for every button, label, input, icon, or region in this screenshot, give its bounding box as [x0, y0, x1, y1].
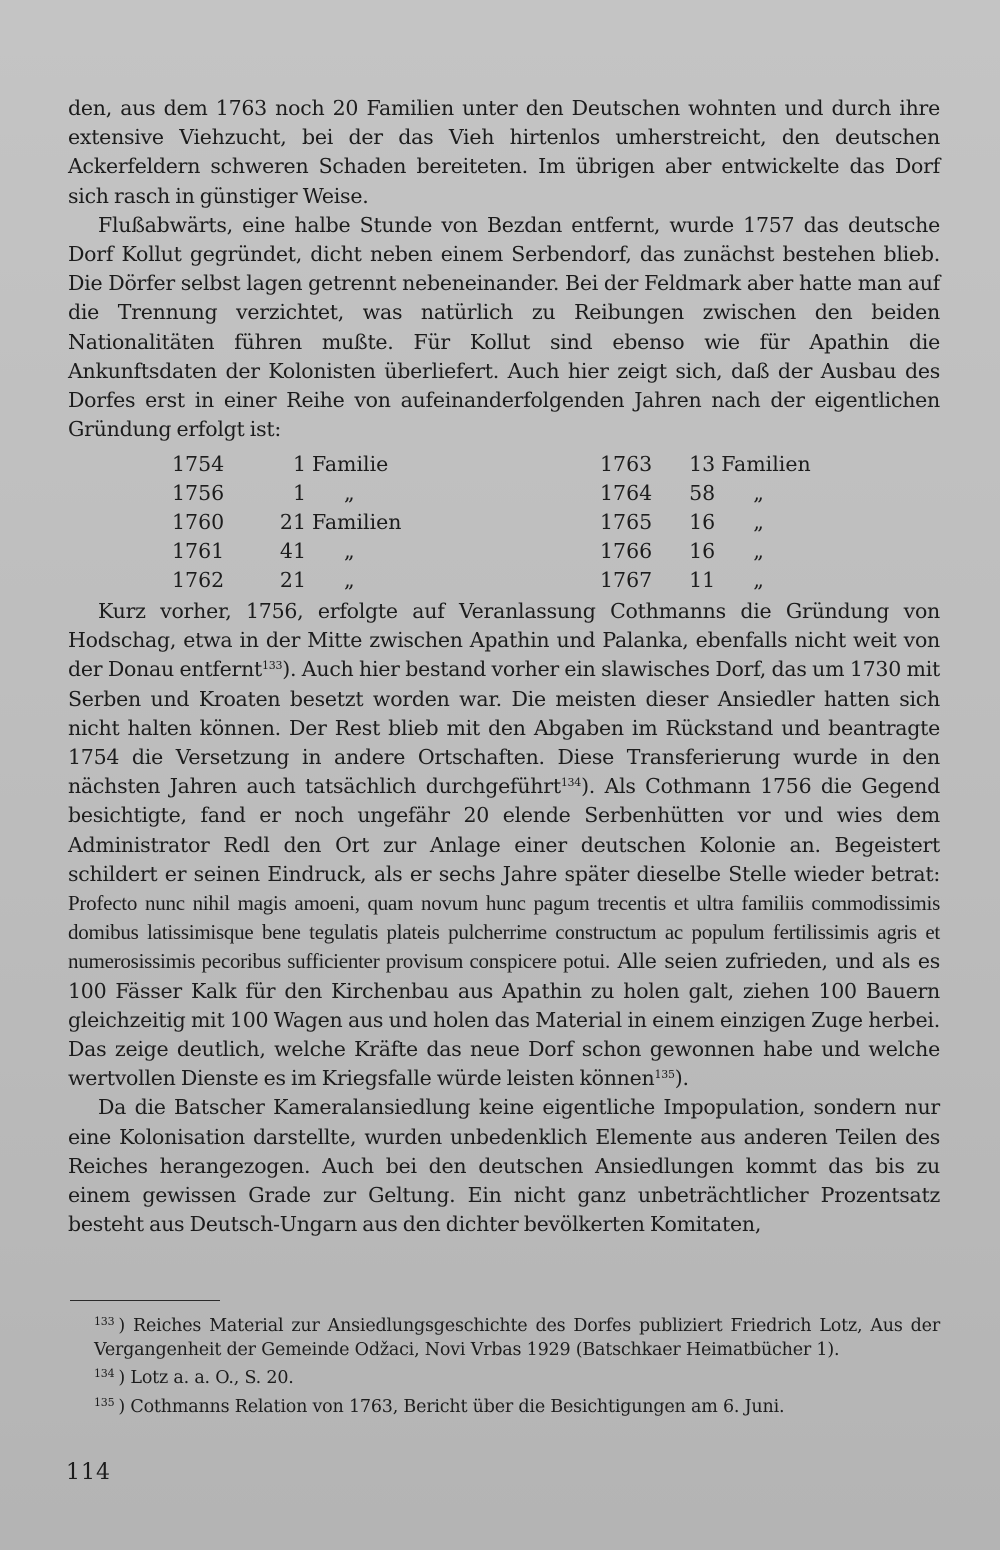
- footnote-ref-133: 133: [262, 659, 283, 673]
- arrival-row: [172, 537, 494, 566]
- arrival-year: 1762: [172, 568, 225, 592]
- footnote-133: [68, 1310, 940, 1362]
- arrival-unit: „: [344, 568, 355, 592]
- arrival-year: 1754: [172, 452, 225, 476]
- arrival-year: 1761: [172, 539, 225, 563]
- arrival-year: 1763: [600, 452, 653, 476]
- arrival-table-left: [172, 450, 494, 595]
- arrival-count: 1: [292, 452, 306, 476]
- arrival-row: [600, 450, 872, 479]
- hodschag-text-1: Kurz vorher, 1756, erfolgte auf Veranlassung Cothmanns die Gründung von Hodschag, etwa in der Mitte zwischen Apathin und Palanka, ebenfalls nicht weit von der Donau entfernt: [68, 599, 940, 682]
- arrival-row: [172, 479, 494, 508]
- footnote-text: ) Cothmanns Relation von 1763, Bericht über die Besichtigungen am 6. Juni.: [118, 1396, 785, 1417]
- hodschag-text-4: Alle seien zufrieden, und als es 100 Fässer Kalk für den Kirchenbau aus Apathin zu holen galt, ziehen 100 Bauern gleichzeitig mit 100 Wagen aus und holen das Material in einem einzigen Zuge herbei. Das zeige deutlich, welche Kräfte das neue Dorf schon gewonnen habe und welche wertvollen Dienste es im Kriegsfalle würde leisten können: [68, 949, 940, 1091]
- arrival-row: [600, 479, 872, 508]
- hodschag-text-3: ). Als Cothmann 1756 die Gegend besichtigte, fand er noch ungefähr 20 elende Serbenhütten vor und wies dem Administrator Redl den Ort zur Anlage einer deutschen Kolonie an. Begeistert schildert er seinen Eindruck, als er sechs Jahre später dieselbe Stelle wieder betrat:: [68, 774, 940, 886]
- footnote-number: 135: [94, 1395, 115, 1409]
- arrival-unit: Familie: [312, 452, 389, 476]
- arrival-year: 1760: [172, 510, 225, 534]
- arrival-unit: „: [753, 510, 764, 534]
- arrival-count: 41: [279, 539, 306, 563]
- arrival-unit: „: [344, 539, 355, 563]
- arrival-unit: Familien: [721, 452, 811, 476]
- footnote-number: 133: [94, 1315, 115, 1328]
- arrival-count: 16: [689, 510, 716, 534]
- arrival-row: [172, 450, 494, 479]
- arrival-year: 1765: [600, 510, 653, 534]
- arrival-row: [600, 537, 872, 566]
- footnote-ref-134: 134: [560, 776, 582, 790]
- arrival-table-right: [600, 450, 872, 595]
- hodschag-paragraph: [68, 597, 940, 1093]
- arrival-count: 21: [279, 568, 306, 592]
- footnote-text: ) Reiches Material zur Ansiedlungsgeschichte des Dorfes publiziert Friedrich Lotz, Aus der Vergangenheit der Gemeinde Odžaci, Novi Vrbas 1929 (Batschkaer Heimatbücher 1).: [94, 1316, 940, 1360]
- page-number: 114: [66, 1460, 111, 1485]
- kollut-paragraph: Flußabwärts, eine halbe Stunde von Bezdan entfernt, wurde 1757 das deutsche Dorf Kollut gegründet, dicht neben einem Serbendorf, das zunächst bestehen blieb. Die Dörfer selbst lagen getrennt nebeneinander. Bei der Feldmark aber hatte man auf die Trennung verzichtet, was natürlich zu Reibungen zwischen den beiden Nationalitäten führen mußte. Für Kollut sind ebenso wie für Apathin die Ankunftsdaten der Kolonisten überliefert. Auch hier zeigt sich, daß der Ausbau des Dorfes erst in einer Reihe von aufeinanderfolgenden Jahren nach der eigentlichen Gründung erfolgt ist:: [68, 212, 940, 442]
- arrival-count: 13: [689, 452, 716, 476]
- footnote-134: [68, 1362, 940, 1391]
- hodschag-text-5: ).: [674, 1066, 689, 1091]
- arrival-unit: „: [753, 481, 764, 505]
- arrival-unit: „: [753, 539, 764, 563]
- arrival-count: 16: [689, 539, 716, 563]
- batsch-paragraph: Da die Batscher Kameralansiedlung keine eigentliche Impopulation, sondern nur eine Kolonisation darstellte, wurden unbedenklich Elemente aus anderen Teilen des Reiches herangezogen. Auch bei den deutschen Ansiedlungen kommt das bis zu einem gewissen Grade zur Geltung. Ein nicht ganz unbeträchtlicher Prozentsatz besteht aus Deutsch-Ungarn aus den dichter bevölkerten Komitaten,: [68, 1095, 940, 1237]
- arrival-unit: „: [753, 568, 764, 592]
- arrival-year: 1766: [600, 539, 653, 563]
- footnote-ref-135: 135: [654, 1068, 675, 1082]
- arrival-unit: Familien: [312, 510, 402, 534]
- main-text: [68, 94, 940, 444]
- arrival-unit: „: [344, 481, 355, 505]
- arrival-count: 1: [292, 481, 306, 505]
- arrival-year: 1767: [600, 568, 653, 592]
- footnote-text: ) Lotz a. a. O., S. 20.: [118, 1368, 294, 1388]
- arrival-row: [600, 566, 872, 595]
- arrival-count: 21: [279, 510, 306, 534]
- arrival-row: [172, 508, 494, 537]
- arrival-row: [600, 508, 872, 537]
- intro-paragraph: den, aus dem 1763 noch 20 Familien unter den Deutschen wohnten und durch ihre extensive Viehzucht, bei der das Vieh hirtenlos umherstreicht, den deutschen Ackerfeldern schweren Schaden bereiteten. Im übrigen aber entwickelte das Dorf sich rasch in günstiger Weise.: [68, 96, 940, 208]
- arrival-year: 1764: [600, 481, 653, 505]
- footnotes: [68, 1310, 940, 1419]
- latin-quote: Profecto nunc nihil magis amoeni, quam novum hunc pagum trecentis et ultra familiis commodissimis domibus latissimisque bene tegulatis plateis pulcherrime constructum ac populum fertilissimis agris et numerosissimis pecoribus sufficienter provisum conspicere potui.: [68, 891, 940, 974]
- arrival-count: 11: [689, 568, 716, 592]
- arrival-count: 58: [689, 481, 716, 505]
- arrival-year: 1756: [172, 481, 225, 505]
- footnote-divider: [70, 1300, 220, 1301]
- arrival-row: [172, 566, 494, 595]
- main-text-continued: [68, 597, 940, 1239]
- footnote-number: 134: [94, 1367, 115, 1380]
- hodschag-text-2: ). Auch hier bestand vorher ein slawisches Dorf, das um 1730 mit Serben und Kroaten besetzt worden war. Die meisten dieser Ansiedler hatten sich nicht halten können. Der Rest blieb mit den Abgaben im Rückstand und beantragte 1754 die Versetzung in andere Ortschaften. Diese Transferierung wurde in den nächsten Jahren auch tatsächlich durchgeführt: [68, 657, 940, 799]
- footnote-135: [68, 1391, 940, 1420]
